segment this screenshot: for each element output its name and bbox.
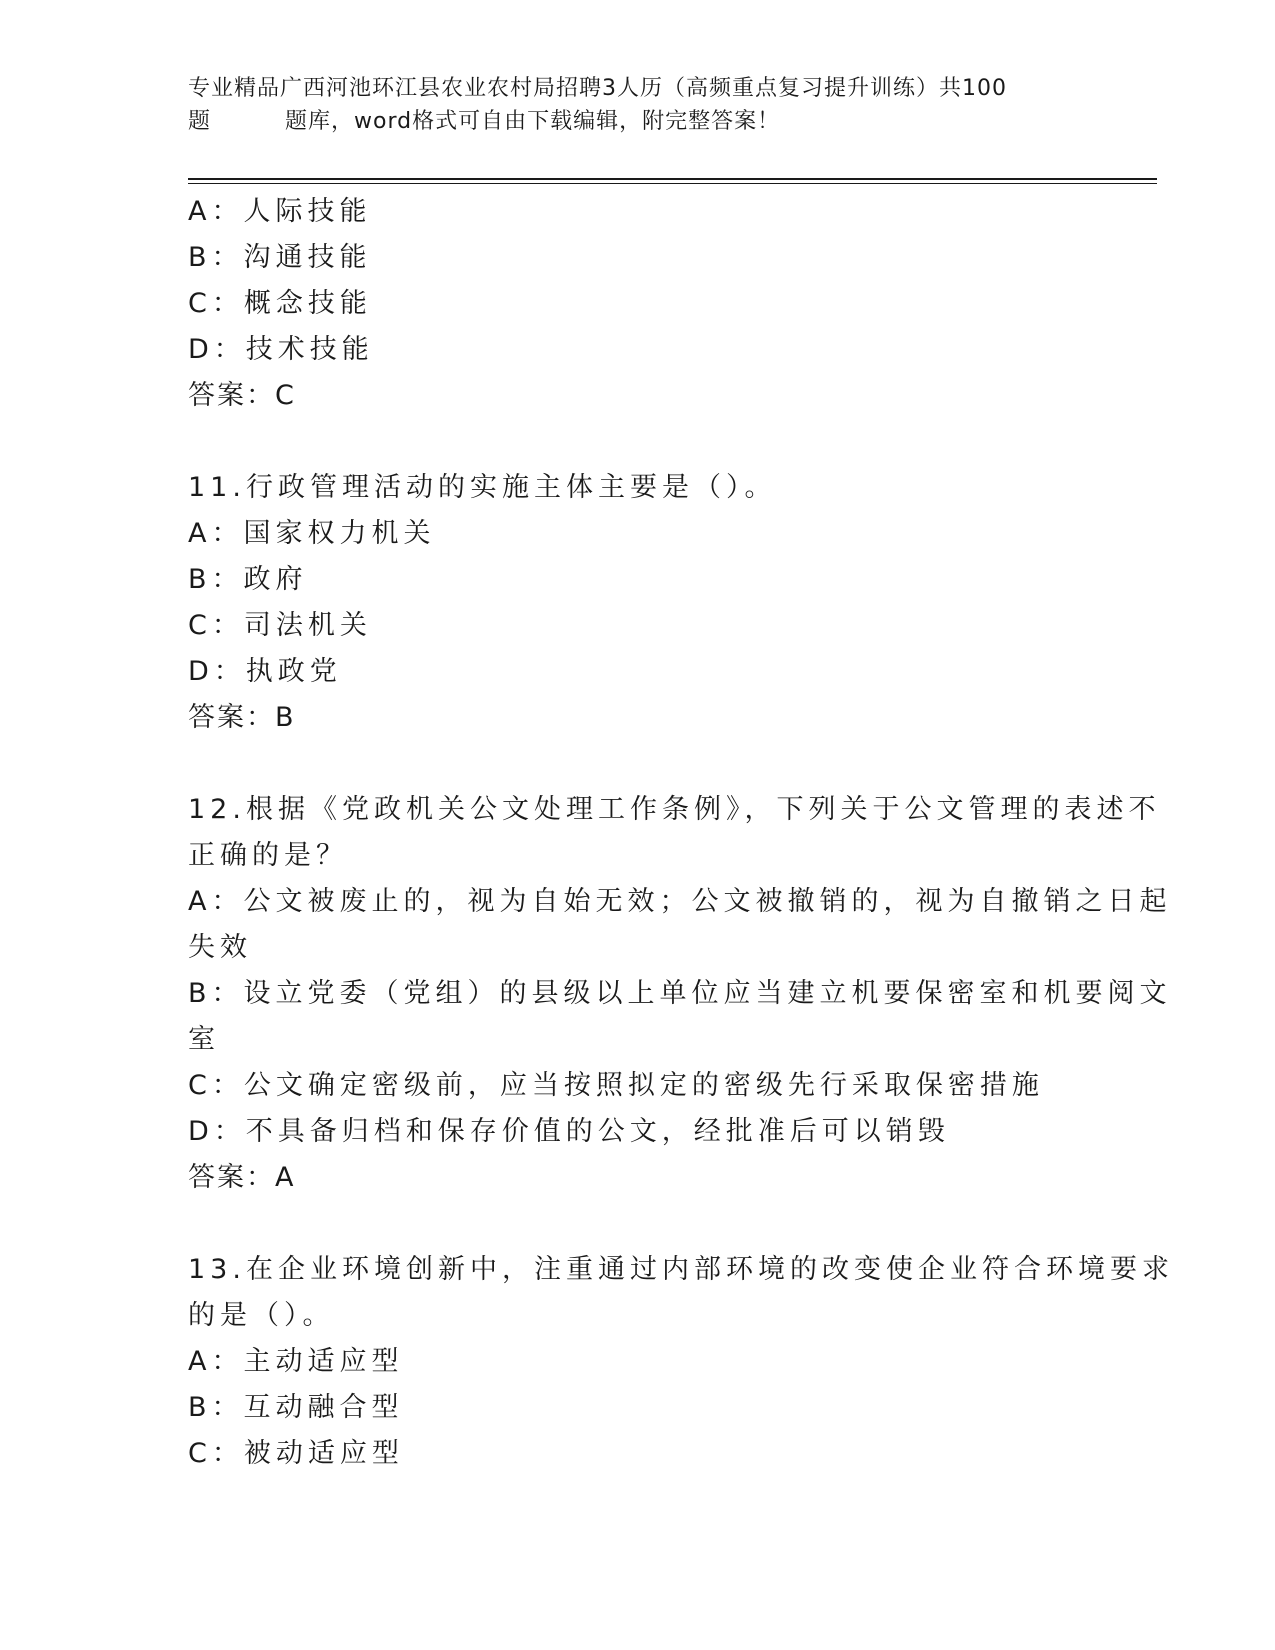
option-d: D：技术技能 xyxy=(188,334,374,365)
option-a-line2: 失效 xyxy=(188,932,252,963)
option-d: D：执政党 xyxy=(188,656,342,687)
option-b-line2: 室 xyxy=(188,1024,220,1055)
answer: 答案：C xyxy=(188,380,296,411)
question-stem-line1: 12.根据《党政机关公文处理工作条例》，下列关于公文管理的表述不 xyxy=(188,794,1161,825)
option-b: B：互动融合型 xyxy=(188,1392,404,1423)
question-spacer xyxy=(188,741,1088,787)
header-divider-thin xyxy=(188,183,1157,184)
question-list xyxy=(188,189,1174,1477)
header-divider-thick xyxy=(188,178,1157,180)
option-c: C：公文确定密级前，应当按照拟定的密级先行采取保密措施 xyxy=(188,1070,1044,1101)
question-10 xyxy=(188,189,1088,419)
answer: 答案：A xyxy=(188,1162,296,1193)
question-12 xyxy=(188,787,1172,1201)
option-c: C：被动适应型 xyxy=(188,1438,404,1469)
option-b: B：沟通技能 xyxy=(188,242,372,273)
question-stem: 11.行政管理活动的实施主体主要是（）。 xyxy=(188,472,777,503)
question-spacer xyxy=(188,1201,1088,1247)
option-a-line1: A：公文被废止的，视为自始无效；公文被撤销的，视为自撤销之日起 xyxy=(188,886,1172,917)
option-b: B：政府 xyxy=(188,564,308,595)
question-spacer xyxy=(188,419,1088,465)
question-stem-line2: 正确的是？ xyxy=(188,840,348,871)
header-line2-tail: 题库，word格式可自由下载编辑，附完整答案！ xyxy=(285,109,781,134)
option-c: C：司法机关 xyxy=(188,610,372,641)
option-a: A：主动适应型 xyxy=(188,1346,404,1377)
header-title-line2 xyxy=(188,105,1088,138)
option-c: C：概念技能 xyxy=(188,288,372,319)
question-13 xyxy=(188,1247,1174,1477)
question-stem-line1: 13.在企业环境创新中，注重通过内部环境的改变使企业符合环境要求 xyxy=(188,1254,1174,1285)
answer: 答案：B xyxy=(188,702,296,733)
option-a: A：人际技能 xyxy=(188,196,372,227)
document-header xyxy=(188,72,1088,138)
question-stem-line2: 的是（）。 xyxy=(188,1300,335,1331)
header-title-line1: 专业精品广西河池环江县农业农村局招聘3人历（高频重点复习提升训练）共100 xyxy=(188,76,1007,101)
option-b-line1: B：设立党委（党组）的县级以上单位应当建立机要保密室和机要阅文 xyxy=(188,978,1172,1009)
question-11 xyxy=(188,465,1088,741)
option-a: A：国家权力机关 xyxy=(188,518,436,549)
header-line2-head: 题 xyxy=(188,109,212,134)
option-d: D：不具备归档和保存价值的公文，经批准后可以销毁 xyxy=(188,1116,950,1147)
